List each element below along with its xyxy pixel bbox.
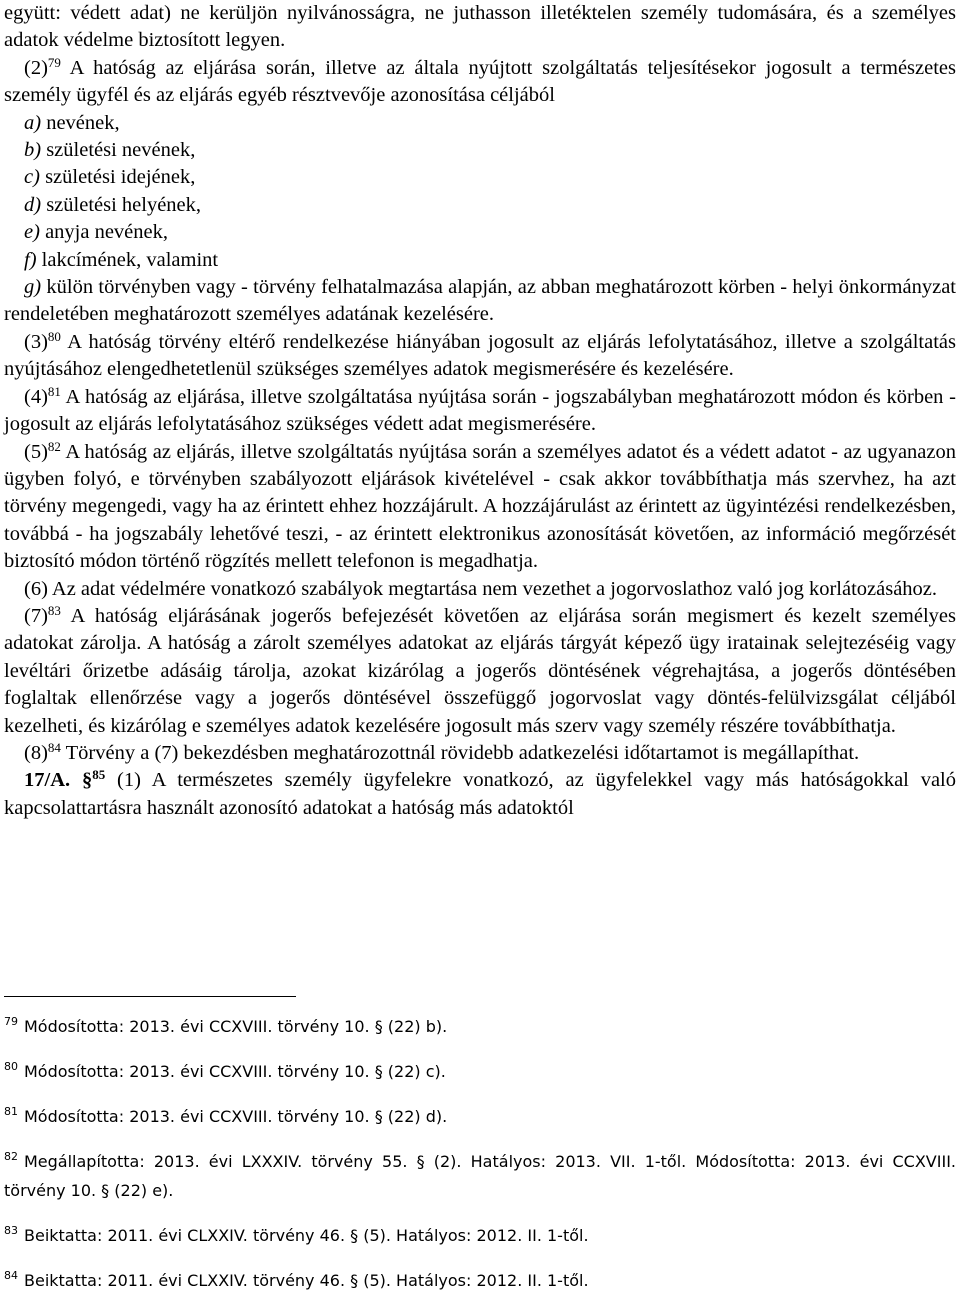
section-17a xyxy=(4,767,956,822)
paragraph-text: A hatóság az eljárása, illetve szolgáltatása nyújtása során - jogszabályban meghatározott módon és körben - jogosult az eljárás lefolytatásához szükséges védett adat megismerésére. xyxy=(4,385,956,436)
footnote-text: Módosította: 2013. évi CCXVIII. törvény 10. § (22) d). xyxy=(24,1107,448,1126)
list-item-f xyxy=(4,247,956,274)
footnote-84 xyxy=(4,1266,956,1295)
paragraph-3 xyxy=(4,329,956,384)
list-label: c) xyxy=(24,166,40,189)
paragraph-text: A hatóság az eljárás, illetve szolgáltatás nyújtása során a személyes adatot és a védett adatot - az ugyanazon ügyben folyó, e törvényben szabályozott eljárások kivételével - csak akkor továbbíthatja más szervhez, ha azt törvény megengedi, vagy ha az érintett ehhez hozzájárult. A hozzájárulást az érintett az ügyintézési rendelkezésben, továbbá - ha jogszabály lehetővé teszi, - az érintett elektronikus azonosítását követően, az információ megőrzését biztosító módon történő rögzítés mellett telefonon is megadhatja. xyxy=(4,440,956,573)
footnote-ref-82[interactable]: 82 xyxy=(47,438,61,454)
paragraph-4 xyxy=(4,384,956,439)
list-text: lakcímének, valamint xyxy=(36,248,219,271)
footnote-79 xyxy=(4,1012,956,1041)
section-text: (1) A természetes személy ügyfelekre vonatkozó, az ügyfelekkel vagy más hatóságokkal való kapcsolattartásra használt azonosító adatokat a hatóság más adatoktól xyxy=(4,769,956,819)
footnote-text: Beiktatta: 2011. évi CLXXIV. törvény 46. § (5). Hatályos: 2012. II. 1-től. xyxy=(24,1226,589,1245)
section-sign: § xyxy=(81,769,93,792)
section-heading: 17/A. xyxy=(24,769,71,792)
footnote-81 xyxy=(4,1102,956,1131)
list-item-c xyxy=(4,164,956,191)
footnote-ref-85[interactable]: 85 xyxy=(92,767,106,783)
footnote-83 xyxy=(4,1221,956,1250)
paragraph-text: Törvény a (7) bekezdésben meghatározottnál rövidebb adatkezelési időtartamot is megállapíthat. xyxy=(60,741,860,764)
footnote-number: 83 xyxy=(4,1224,18,1237)
list-item-b xyxy=(4,137,956,164)
list-text: anyja nevének, xyxy=(39,221,169,244)
list-label: a) xyxy=(24,111,42,134)
list-item-d xyxy=(4,192,956,219)
body-text xyxy=(4,0,956,822)
footnote-text: Módosította: 2013. évi CCXVIII. törvény 10. § (22) c). xyxy=(24,1062,446,1081)
list-item-e xyxy=(4,219,956,246)
paragraph-7 xyxy=(4,603,956,740)
list-item-g xyxy=(4,274,956,329)
list-label: g) xyxy=(24,276,42,299)
list-text: nevének, xyxy=(41,111,120,134)
footnote-number: 84 xyxy=(4,1269,18,1282)
footnote-text: Megállapította: 2013. évi LXXXIV. törvény 55. § (2). Hatályos: 2013. VII. 1-től. Módosította: 2013. évi CCXVIII. törvény 10. § (22) e). xyxy=(4,1152,956,1200)
footnote-number: 79 xyxy=(4,1015,18,1028)
paragraph-2 xyxy=(4,55,956,110)
paragraph-8 xyxy=(4,740,956,767)
paragraph-6: (6) Az adat védelmére vonatkozó szabályok megtartása nem vezethet a jogorvoslathoz való jog korlátozásához. xyxy=(24,577,938,600)
footnotes xyxy=(4,1012,956,1311)
footnote-ref-79[interactable]: 79 xyxy=(47,54,61,70)
paragraph-number: (3) xyxy=(24,330,48,353)
list-label: f) xyxy=(24,248,37,271)
footnote-80 xyxy=(4,1057,956,1086)
footnote-number: 81 xyxy=(4,1105,18,1118)
list-label: e) xyxy=(24,221,40,244)
footnote-ref-84[interactable]: 84 xyxy=(47,739,61,755)
paragraph-number: (2) xyxy=(24,56,48,79)
footnote-ref-81[interactable]: 81 xyxy=(47,383,61,399)
list-text: külön törvényben vagy - törvény felhatalmazása alapján, az abban meghatározott körben - helyi önkormányzat rendeletében meghatározott személyes adatának kezelésére. xyxy=(4,276,956,326)
footnote-text: Módosította: 2013. évi CCXVIII. törvény 10. § (22) b). xyxy=(24,1017,448,1036)
footnote-ref-83[interactable]: 83 xyxy=(47,602,61,618)
paragraph-text: A hatóság az eljárása során, illetve az általa nyújtott szolgáltatás teljesítésekor jogosult a természetes személy ügyfél és az eljárás egyéb résztvevője azonosítása céljából xyxy=(4,56,956,107)
list-item-a xyxy=(4,110,956,137)
list-label: b) xyxy=(24,139,42,162)
paragraph-number: (4) xyxy=(24,385,48,408)
paragraph-5 xyxy=(4,439,956,576)
paragraph-text: A hatóság eljárásának jogerős befejezését követően az eljárása során megismert és kezelt személyes adatokat zárolja. A hatóság a zárolt személyes adatokat az eljárás tárgyát képező ügy iratainak selejtezéséig vagy levéltári őrizetbe adásáig tárolja, azokat kizárólag a jogerős döntésének végrehajtása, a jogerős döntésében foglaltak ellenőrzése vagy a jogerős döntésével összefüggő jogorvoslat vagy döntés-felülvizsgálat céljából kezelheti, és kizárólag e személyes adatok kezelésére jogosult más szerv vagy személy részére továbbíthatja. xyxy=(4,604,956,737)
paragraph-number: (8) xyxy=(24,741,48,764)
list-text: születési helyének, xyxy=(41,193,202,216)
footnote-number: 82 xyxy=(4,1150,18,1163)
list-text: születési idejének, xyxy=(39,166,196,189)
footnote-82 xyxy=(4,1147,956,1205)
paragraph-text: A hatóság törvény eltérő rendelkezése hiányában jogosult az eljárás lefolytatásához, illetve a szolgáltatás nyújtásához elengedhetetlenül szükséges személyes adatok megismerésére és kezelésére. xyxy=(4,330,956,381)
paragraph-number: (5) xyxy=(24,440,48,463)
footnote-ref-80[interactable]: 80 xyxy=(47,328,61,344)
paragraph-continued: együtt: védett adat) ne kerüljön nyilvánosságra, ne juthasson illetéktelen személy tudomására, és a személyes adatok védelme biztosított legyen. xyxy=(4,2,956,52)
list-text: születési nevének, xyxy=(41,139,196,162)
list-label: d) xyxy=(24,193,42,216)
footnote-separator xyxy=(4,996,296,997)
footnote-text: Beiktatta: 2011. évi CLXXIV. törvény 46. § (5). Hatályos: 2012. II. 1-től. xyxy=(24,1271,589,1290)
footnote-number: 80 xyxy=(4,1060,18,1073)
paragraph-number: (7) xyxy=(24,604,48,627)
